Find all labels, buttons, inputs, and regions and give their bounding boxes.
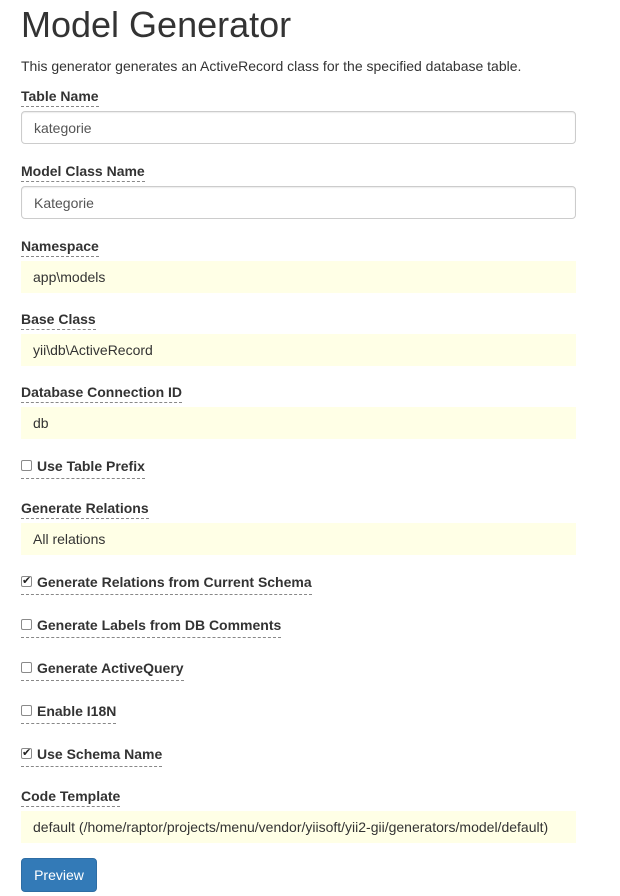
namespace-label: Namespace (21, 236, 99, 257)
table-name-label: Table Name (21, 86, 99, 107)
generate-activequery-label: Generate ActiveQuery (37, 660, 184, 676)
relations-current-schema-label: Generate Relations from Current Schema (37, 574, 312, 590)
table-name-input[interactable] (21, 111, 576, 144)
enable-i18n-label: Enable I18N (37, 703, 117, 719)
generate-relations-label: Generate Relations (21, 498, 149, 519)
page-title: Model Generator (21, 4, 292, 45)
preview-button[interactable]: Preview (21, 858, 97, 892)
model-class-name-label: Model Class Name (21, 161, 145, 182)
relations-current-schema-box[interactable] (21, 576, 32, 587)
labels-db-comments-checkbox[interactable] (21, 615, 281, 638)
code-template-value[interactable]: default (/home/raptor/projects/menu/vendor/yiisoft/yii2-gii/generators/model/default) (21, 811, 576, 843)
use-table-prefix-checkbox[interactable] (21, 456, 145, 479)
namespace-value[interactable]: app\models (21, 261, 576, 293)
db-connection-label: Database Connection ID (21, 382, 182, 403)
use-schema-name-box[interactable] (21, 748, 32, 759)
use-table-prefix-label: Use Table Prefix (37, 458, 145, 474)
relations-current-schema-checkbox[interactable] (21, 572, 312, 595)
use-schema-name-checkbox[interactable] (21, 744, 162, 767)
enable-i18n-checkbox[interactable] (21, 701, 116, 724)
labels-db-comments-label: Generate Labels from DB Comments (37, 617, 282, 633)
db-connection-value[interactable]: db (21, 407, 576, 439)
base-class-value[interactable]: yii\db\ActiveRecord (21, 334, 576, 366)
generate-activequery-checkbox[interactable] (21, 658, 184, 681)
check-icon: ✔ (22, 574, 32, 587)
use-table-prefix-box[interactable] (21, 460, 32, 471)
generate-activequery-box[interactable] (21, 662, 32, 673)
page-description: This generator generates an ActiveRecord class for the specified database table. (21, 58, 522, 74)
model-class-name-input[interactable] (21, 186, 576, 219)
use-schema-name-label: Use Schema Name (37, 746, 163, 762)
check-icon: ✔ (22, 746, 32, 759)
base-class-label: Base Class (21, 309, 96, 330)
generate-relations-value[interactable]: All relations (21, 523, 576, 555)
enable-i18n-box[interactable] (21, 705, 32, 716)
code-template-label: Code Template (21, 786, 120, 807)
labels-db-comments-box[interactable] (21, 619, 32, 630)
